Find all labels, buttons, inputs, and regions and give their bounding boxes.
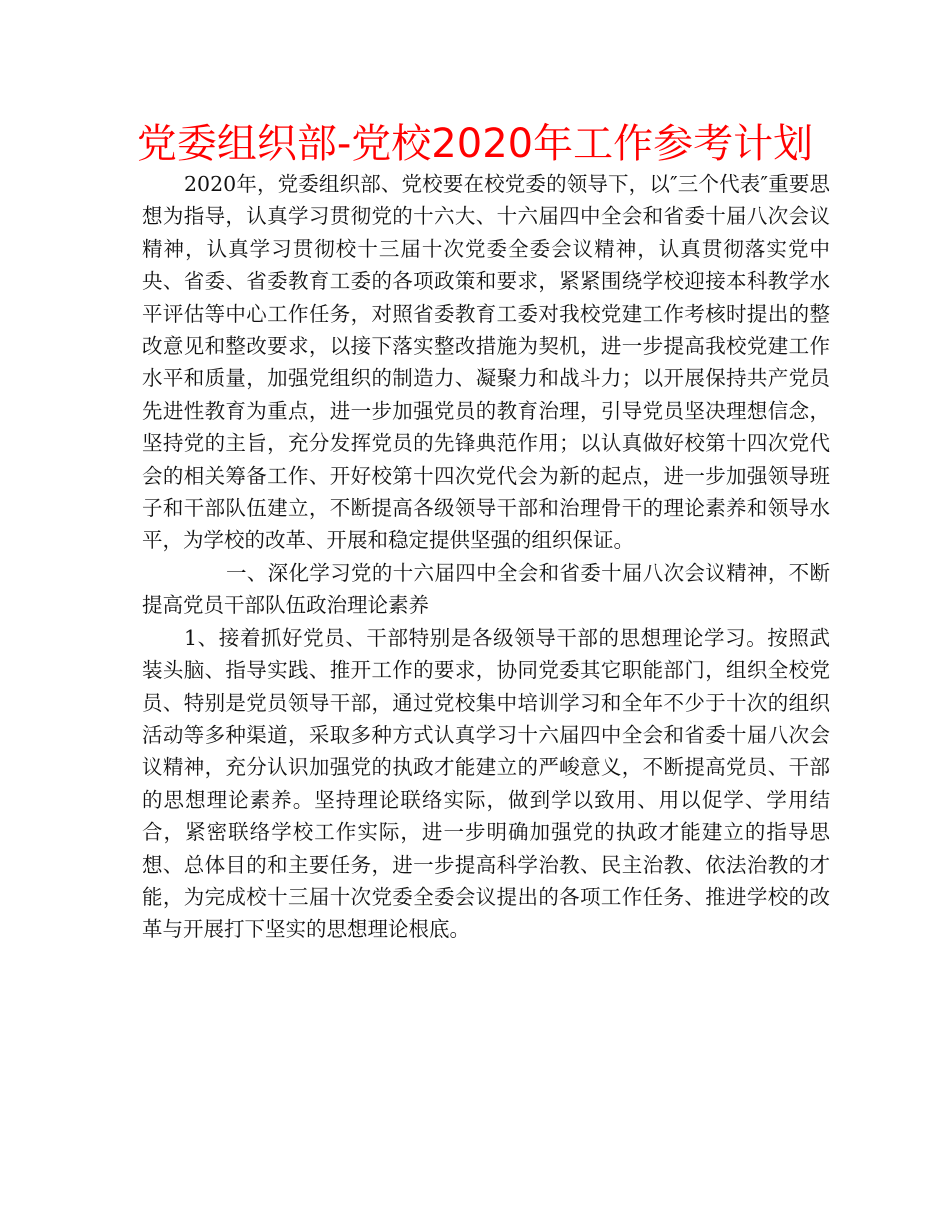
paragraph-item-1: 1、接着抓好党员、干部特别是各级领导干部的思想理论学习。按照武装头脑、指导实践、推开工作的要求，协同党委其它职能部门，组织全校党员、特别是党员领导干部，通过党校集中培训学习和全年不少于十次的组织活动等多种渠道，采取多种方式认真学习十六届四中全会和省委十届八次会议精神，充分认识加强党的执政才能建立的严峻意义，不断提高党员、干部的思想理论素养。坚持理论联络实际，做到学以致用、用以促学、学用结合，紧密联络学校工作实际，进一步明确加强党的执政才能建立的指导思想、总体目的和主要任务，进一步提高科学治教、民主治教、依法治教的才能，为完成校十三届十次党委全委会议提出的各项工作任务、推进学校的改革与开展打下坚实的思想理论根底。	[142, 625, 830, 942]
document-title: 党委组织部-党校2020年工作参考计划	[136, 121, 814, 167]
section-heading-1: 一、深化学习党的十六届四中全会和省委十届八次会议精神，不断提高党员干部队伍政治理论素养	[142, 560, 830, 618]
document-body	[142, 168, 830, 946]
paragraph-intro: 2020年，党委组织部、党校要在校党委的领导下，以″三个代表″重要思想为指导，认真学习贯彻党的十六大、十六届四中全会和省委十届八次会议精神，认真学习贯彻校十三届十次党委全委会议精神，认真贯彻落实党中央、省委、省委教育工委的各项政策和要求，紧紧围绕学校迎接本科教学水平评估等中心工作任务，对照省委教育工委对我校党建工作考核时提出的整改意见和整改要求，以接下落实整改措施为契机，进一步提高我校党建工作水平和质量，加强党组织的制造力、凝聚力和战斗力；以开展保持共产党员先进性教育为重点，进一步加强党员的教育治理，引导党员坚决理想信念，坚持党的主旨，充分发挥党员的先锋典范作用；以认真做好校第十四次党代会的相关筹备工作、开好校第十四次党代会为新的起点，进一步加强领导班子和干部队伍建立，不断提高各级领导干部和治理骨干的理论素养和领导水平，为学校的改革、开展和稳定提供坚强的组织保证。	[142, 172, 830, 553]
